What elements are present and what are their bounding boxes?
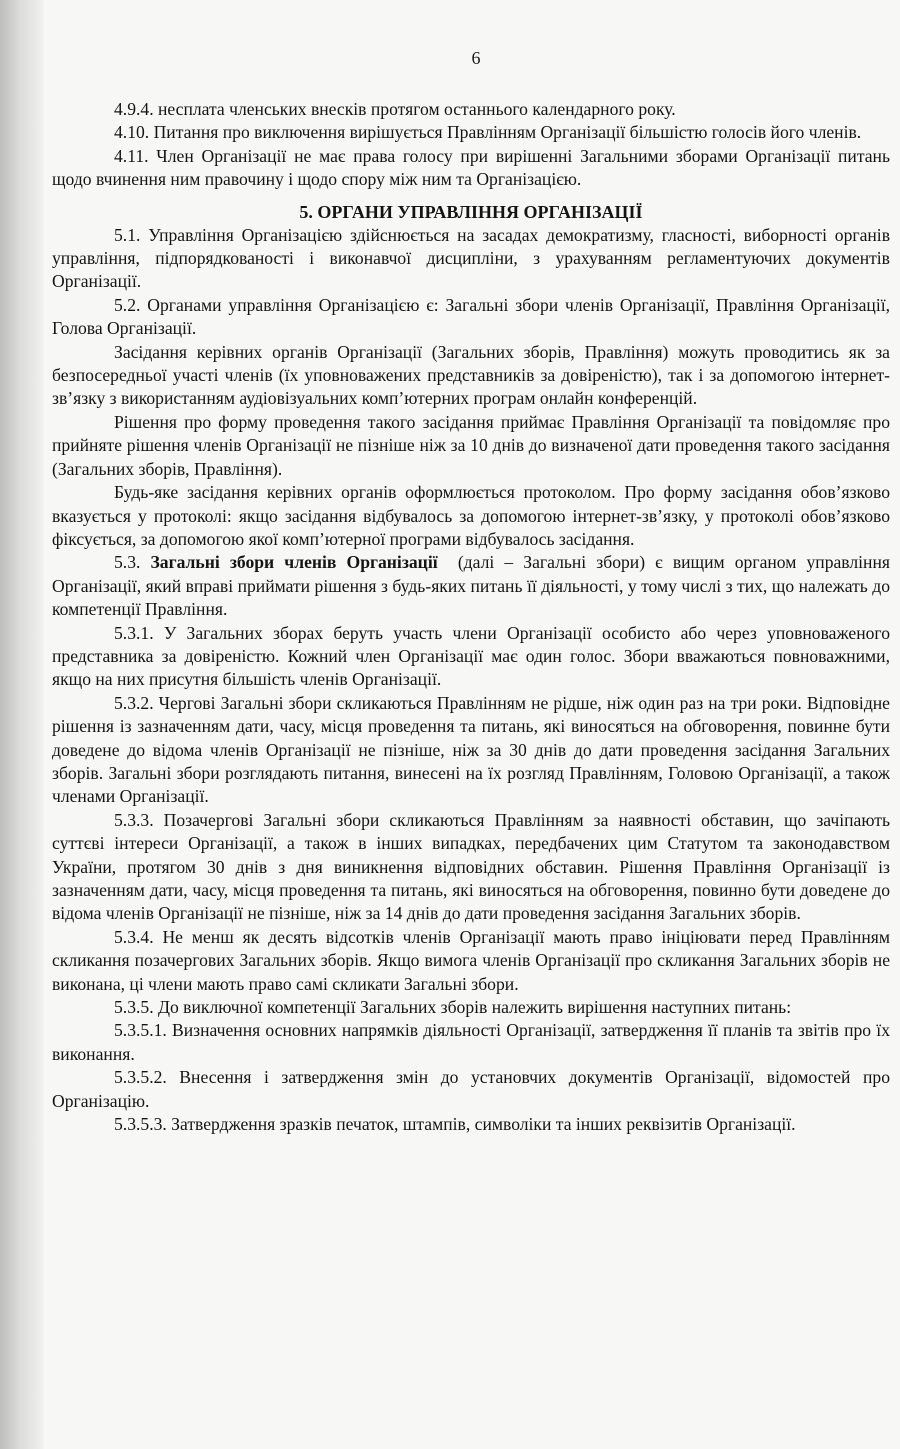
paragraph-4-10: 4.10. Питання про виключення вирішується Правлінням Організації більшістю голосів його членів. (114, 122, 862, 143)
paragraph-5-3-2: 5.3.2. Чергові Загальні збори скликаються Правлінням не рідше, ніж один раз на три роки. Відповідне рішення із зазначенням дати, часу, місця проведення та питань, які виносяться на обговорення, повинне бути доведене до відома членів Організації не пізніше, ніж за 30 днів до дати проведення засідання Загальних зборів. Загальні збори розглядають питання, винесені на їх розгляд Правлінням, Головою Організації, а також членами Організації. (52, 692, 890, 807)
paragraph-5-3-4: 5.3.4. Не менш як десять відсотків членів Організації мають право ініціювати перед Правлінням скликання позачергових Загальних зборів. Якщо вимога членів Організації про скликання Загальних зборів не виконана, ці члени мають право самі скликати Загальні збори. (52, 926, 890, 994)
paragraph-5-1: 5.1. Управління Організацією здійснюється на засадах демократизму, гласності, виборності органів управління, підпорядкованості і виконавчої дисципліни, з урахуванням регламентуючих документів Організації. (52, 224, 890, 292)
paragraph-5-3 (52, 551, 890, 621)
paragraph-protocol: Будь-яке засідання керівних органів оформлюється протоколом. Про форму засідання обов’язково вказується у протоколі: якщо засідання відбувалось за допомогою інтернет-зв’язку, у протоколі обов’язково фіксується, за допомогою якої комп’ютерної програми відбувалось засідання. (52, 482, 890, 549)
scan-edge-shadow (0, 0, 44, 1449)
paragraph-5-3-1: 5.3.1. У Загальних зборах беруть участь члени Організації особисто або через уповноваженого представника за довіреністю. Кожний член Організації має один голос. Збори вважаються повноважними, якщо на них присутня більшість членів Організації. (52, 622, 890, 690)
paragraph-5-3-text: (далі – Загальні збори) є вищим органом управління Організації, який вправі приймати рішення з будь-яких питань її діяльності, у тому числі з тих, що належать до компетенції Правління. (52, 552, 890, 620)
paragraph-decision: Рішення про форму проведення такого засідання приймає Правління Організації та повідомляє про прийняте рішення членів Організації не пізніше ніж за 10 днів до визначеної дати проведення такого засідання (Загальних зборів, Правління). (52, 411, 890, 479)
page-number: 6 (471, 48, 481, 68)
paragraph-4-9-4: 4.9.4. несплата членських внесків протягом останнього календарного року. (114, 99, 676, 119)
document-body (52, 98, 890, 1136)
paragraph-meetings: Засідання керівних органів Організації (Загальних зборів, Правління) можуть проводитись як за безпосередньої участі членів (їх уповноважених представників за довіреністю), так і за допомогою інтернет-зв’язку з використанням аудіовізуальних комп’ютерних програм онлайн конференцій. (52, 341, 890, 409)
paragraph-5-3-number: 5.3. (114, 552, 141, 573)
paragraph-5-3-5-2: 5.3.5.2. Внесення і затвердження змін до установчих документів Організації, відомостей про Організацію. (52, 1067, 890, 1111)
paragraph-5-3-bold-term: Загальні збори членів Організації (150, 552, 438, 573)
paragraph-5-3-5-3: 5.3.5.3. Затвердження зразків печаток, штампів, символіки та інших реквізитів Організації. (114, 1114, 796, 1135)
paragraph-5-3-5-1: 5.3.5.1. Визначення основних напрямків діяльності Організації, затвердження її планів та звітів про їх виконання. (52, 1020, 890, 1064)
paragraph-5-3-5: 5.3.5. До виключної компетенції Загальних зборів належить вирішення наступних питань: (114, 997, 792, 1018)
section-title: 5. ОРГАНИ УПРАВЛІННЯ ОРГАНІЗАЦІЇ (299, 201, 643, 222)
paragraph-5-3-3: 5.3.3. Позачергові Загальні збори скликаються Правлінням за наявності обставин, що зачіпають суттєві інтереси Організації, а також в інших випадках, передбачених цим Статутом та законодавством України, протягом 30 днів з дня виникнення відповідних обставин. Рішення Правління Організації із зазначенням дати, часу, місця проведення та питань, які виносяться на обговорення, повинно бути доведене до відома членів Організації не пізніше, ніж за 14 днів до дати проведення засідання Загальних зборів. (52, 809, 890, 924)
paragraph-4-11: 4.11. Член Організації не має права голосу при вирішенні Загальними зборами Організації питань щодо вчинення ним правочину і щодо спору між ним та Організацією. (52, 145, 890, 190)
paragraph-5-2: 5.2. Органами управління Організацією є: Загальні збори членів Організації, Правління Організації, Голова Організації. (52, 294, 890, 339)
